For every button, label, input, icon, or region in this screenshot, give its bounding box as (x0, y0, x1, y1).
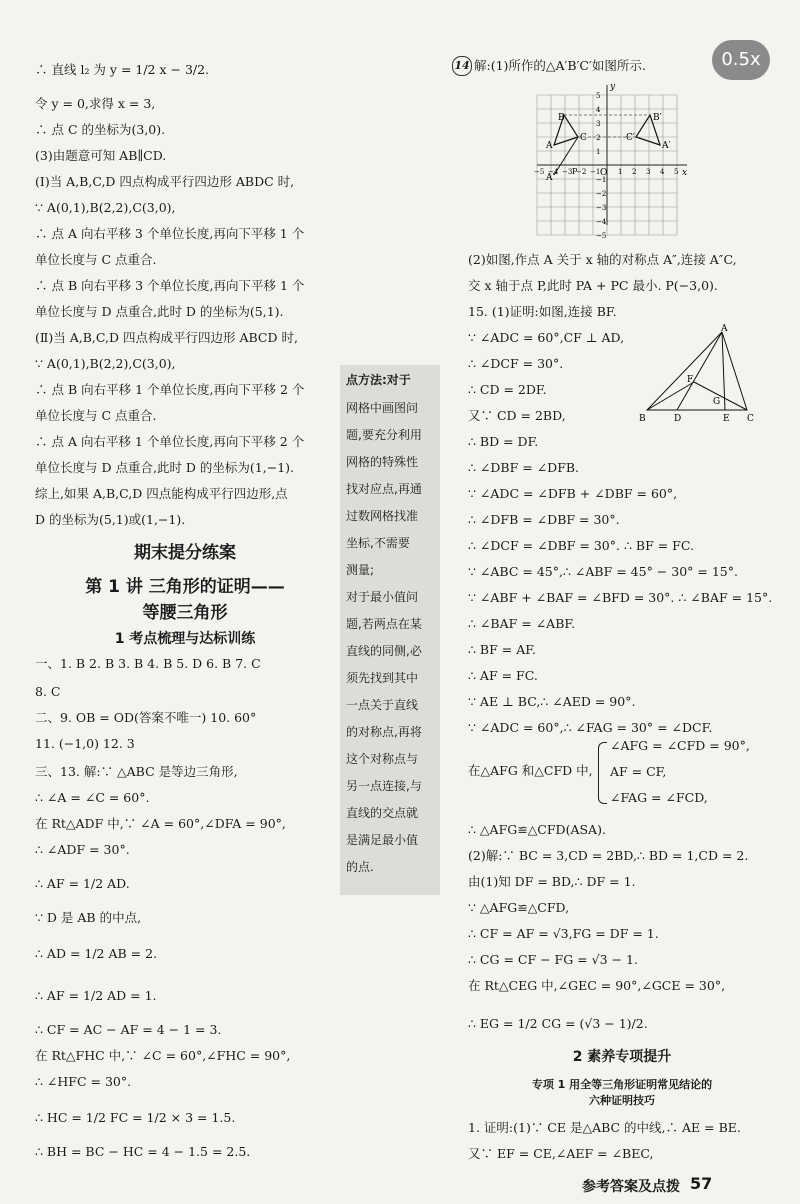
right-solution-line: ∴ △AFG≌△CFD(ASA). (468, 822, 606, 837)
method-tip-line: 一点关于直线 (346, 698, 419, 712)
method-tip-line: 坐标,不需要 (346, 536, 410, 550)
x-tick-label: −3 (562, 168, 573, 176)
left-solution-line: ∴ 点 C 的坐标为(3,0). (35, 122, 166, 137)
x-tick-label: −5 (534, 168, 545, 176)
right-solution-line: ∵ ∠ADC = ∠DFB + ∠DBF = 60°, (468, 486, 678, 501)
graph-label-x: x (682, 168, 688, 178)
method-tip-title: 点方法:对于 (346, 373, 411, 387)
right-solution-line: ∴ ∠DCF = 30°. (468, 356, 564, 371)
graph-label-c: C (580, 133, 587, 143)
right-solution-line: 交 x 轴于点 P,此时 PA + PC 最小. P(−3,0). (468, 278, 718, 293)
answer-line: ∴ CF = AC − AF = 4 − 1 = 3. (35, 1022, 222, 1037)
graph-label-origin: O (600, 168, 608, 178)
answer-line: ∴ ∠A = ∠C = 60°. (35, 790, 150, 805)
right-solution-line: 又∵ EF = CE,∠AEF = ∠BEC, (468, 1146, 654, 1161)
lesson-title-line2: 等腰三角形 (142, 603, 228, 623)
subsection-title: 1 考点梳理与达标训练 (114, 631, 256, 647)
x-tick-label: −2 (576, 168, 587, 176)
graph-label-a: A (546, 141, 553, 151)
right-solution-line: 1. 证明:(1)∵ CE 是△ABC 的中线,∴ AE = BE. (468, 1120, 741, 1135)
brace-row: AF = CF, (610, 764, 667, 779)
y-tick-label: 2 (596, 134, 601, 142)
x-tick-label: −1 (590, 168, 601, 176)
tri-label-e: E (723, 414, 730, 424)
right-solution-line: ∴ BD = DF. (468, 434, 539, 449)
answer-line: ∴ ∠HFC = 30°. (35, 1074, 132, 1089)
brace-row: ∠FAG = ∠FCD, (610, 790, 708, 805)
left-solution-line: ∴ 点 B 向右平移 3 个单位长度,再向下平移 1 个 (35, 278, 305, 293)
answer-line: ∴ AD = 1/2 AB = 2. (35, 946, 158, 961)
answer-line: ∵ D 是 AB 的中点, (35, 910, 142, 925)
answer-line: 在 Rt△ADF 中,∵ ∠A = 60°,∠DFA = 90°, (35, 816, 286, 831)
tri-label-f: F (687, 375, 694, 385)
x-tick-label: 3 (646, 168, 651, 176)
right-solution-line: 在 Rt△CEG 中,∠GEC = 90°,∠GCE = 30°, (468, 978, 726, 993)
method-tip-line: 网格的特殊性 (346, 455, 419, 469)
right-solution-line: ∴ ∠DBF = ∠DFB. (468, 460, 580, 475)
right-solution-line: ∴ ∠DCF = ∠DBF = 30°. ∴ BF = FC. (468, 538, 694, 553)
section-title: 期末提分练案 (134, 543, 236, 563)
y-tick-label: −5 (596, 232, 607, 240)
left-solution-line: 综上,如果 A,B,C,D 四点能构成平行四边形,点 (35, 486, 288, 501)
left-solution-line: ∴ 点 A 向右平移 3 个单位长度,再向下平移 1 个 (35, 226, 305, 241)
right-solution-line: ∵ ∠ADC = 60°,∴ ∠FAG = 30° = ∠DCF. (468, 720, 713, 735)
left-solution-line: ∵ A(0,1),B(2,2),C(3,0), (35, 356, 176, 371)
answer-line: ∴ AF = 1/2 AD = 1. (35, 988, 157, 1003)
right-solution-line: ∴ EG = 1/2 CG = (√3 − 1)/2. (468, 1016, 648, 1031)
right-solution-line: ∵ ∠ADC = 60°,CF ⊥ AD, (468, 330, 625, 345)
left-solution-line: (3)由题意可知 AB∥CD. (35, 148, 167, 163)
left-solution-line: ∴ 点 A 向右平移 1 个单位长度,再向下平移 2 个 (35, 434, 305, 449)
left-solution-line: 单位长度与 C 点重合. (35, 252, 157, 267)
graph-label-c-prime: C′ (626, 133, 635, 143)
y-tick-label: 5 (596, 92, 601, 100)
method-tip-line: 这个对称点与 (346, 752, 419, 766)
right-solution-line: ∴ BF = AF. (468, 642, 536, 657)
graph-label-b-prime: B′ (653, 113, 662, 123)
right-solution-line: ∵ △AFG≌△CFD, (468, 900, 570, 915)
answer-line: 8. C (35, 684, 61, 699)
right-solution-line: ∴ CG = CF − FG = √3 − 1. (468, 952, 638, 967)
answer-line: 11. (−1,0) 12. 3 (35, 736, 135, 751)
tri-label-b: B (639, 414, 646, 424)
method-tip-line: 是满足最小值 (346, 833, 419, 847)
answer-line: ∴ ∠ADF = 30°. (35, 842, 130, 857)
left-solution-line: 单位长度与 D 点重合,此时 D 的坐标为(1,−1). (35, 460, 294, 475)
x-tick-label: 5 (674, 168, 679, 176)
method-tip-line: 直线的同侧,必 (346, 644, 422, 658)
answer-line: 一、1. B 2. B 3. B 4. B 5. D 6. B 7. C (35, 656, 261, 671)
method-tip-line: 题,要充分利用 (346, 428, 422, 442)
x-tick-label: 2 (632, 168, 637, 176)
left-solution-line: ∴ 直线 l₂ 为 y = 1/2 x − 3/2. (35, 62, 210, 77)
graph-label-b: B (558, 113, 565, 123)
answer-line: ∴ HC = 1/2 FC = 1/2 × 3 = 1.5. (35, 1110, 236, 1125)
y-tick-label: 4 (596, 106, 601, 114)
section2-title: 2 素养专项提升 (572, 1049, 672, 1065)
lesson-title-line1: 第 1 讲 三角形的证明—— (85, 577, 285, 597)
graph-label-a-prime: A′ (662, 141, 671, 151)
left-solution-line: ∵ A(0,1),B(2,2),C(3,0), (35, 200, 176, 215)
topic-title-line1: 专项 1 用全等三角形证明常见结论的 (531, 1078, 713, 1091)
right-solution-line: ∴ ∠BAF = ∠ABF. (468, 616, 576, 631)
coordinate-grid-figure (532, 80, 692, 240)
brace-row: ∠AFG = ∠CFD = 90°, (610, 738, 750, 753)
right-solution-line: ∵ AE ⊥ BC,∴ ∠AED = 90°. (468, 694, 636, 709)
method-tip-line: 题,若两点在某 (346, 617, 422, 631)
right-solution-line: 由(1)知 DF = BD,∴ DF = 1. (468, 874, 636, 889)
right-solution-line: ∴ CF = AF = √3,FG = DF = 1. (468, 926, 659, 941)
right-solution-line: 又∵ CD = 2BD, (468, 408, 566, 423)
tri-label-d: D (674, 414, 682, 424)
left-solution-line: 单位长度与 C 点重合. (35, 408, 157, 423)
x-tick-label: 1 (618, 168, 623, 176)
y-tick-label: −2 (596, 190, 607, 198)
left-solution-line: D 的坐标为(5,1)或(1,−1). (35, 512, 186, 527)
method-tip-line: 直线的交点就 (346, 806, 419, 820)
graph-label-y: y (610, 82, 616, 92)
answer-line: ∴ AF = 1/2 AD. (35, 876, 130, 891)
y-tick-label: −4 (596, 218, 607, 226)
tri-label-a: A (721, 324, 728, 334)
graph-label-a-double-prime: A″ (546, 173, 556, 183)
graph-label-p: P (572, 167, 578, 176)
footer-text: 参考答案及点拨 (582, 1179, 680, 1195)
answer-line: 在 Rt△FHC 中,∵ ∠C = 60°,∠FHC = 90°, (35, 1048, 291, 1063)
left-solution-line: (Ⅱ)当 A,B,C,D 四点构成平行四边形 ABCD 时, (35, 330, 298, 345)
right-solution-line: ∴ ∠DFB = ∠DBF = 30°. (468, 512, 620, 527)
right-solution-line: ∵ ∠ABF + ∠BAF = ∠BFD = 30°. ∴ ∠BAF = 15°. (468, 590, 773, 605)
method-tip-line: 对于最小值问 (346, 590, 419, 604)
tri-label-c: C (747, 414, 754, 424)
answer-line: ∴ BH = BC − HC = 4 − 1.5 = 2.5. (35, 1144, 251, 1159)
y-tick-label: −3 (596, 204, 607, 212)
page-number: 57 (690, 1174, 713, 1193)
answer-line: 二、9. OB = OD(答案不唯一) 10. 60° (35, 710, 257, 725)
method-tip-box (340, 365, 440, 895)
topic-title-line2: 六种证明技巧 (589, 1094, 655, 1107)
right-solution-line: ∴ AF = FC. (468, 668, 538, 683)
y-tick-label: −1 (596, 176, 607, 184)
zoom-badge[interactable]: 0.5x (712, 40, 770, 80)
x-tick-label: 4 (660, 168, 665, 176)
tri-label-g: G (713, 397, 721, 407)
method-tip-line: 另一点连接,与 (346, 779, 422, 793)
brace-bracket (598, 742, 607, 804)
y-tick-label: 1 (596, 148, 601, 156)
method-tip-line: 测量; (346, 563, 375, 577)
right-solution-line: 15. (1)证明:如图,连接 BF. (468, 304, 617, 319)
method-tip-line: 的对称点,再将 (346, 725, 422, 739)
answer-line: 三、13. 解:∵ △ABC 是等边三角形, (35, 764, 238, 779)
left-solution-line: ∴ 点 B 向右平移 1 个单位长度,再向下平移 2 个 (35, 382, 305, 397)
method-tip-line: 须先找到其中 (346, 671, 419, 685)
right-solution-line: ∵ ∠ABC = 45°,∴ ∠ABF = 45° − 30° = 15°. (468, 564, 738, 579)
left-solution-line: 令 y = 0,求得 x = 3, (35, 96, 156, 111)
method-tip-line: 网格中画图问 (346, 401, 419, 415)
y-tick-label: 3 (596, 120, 601, 128)
left-solution-line: (Ⅰ)当 A,B,C,D 四点构成平行四边形 ABDC 时, (35, 174, 295, 189)
right-solution-line: (2)如图,作点 A 关于 x 轴的对称点 A″,连接 A″C, (468, 252, 737, 267)
right-solution-line: ∴ CD = 2DF. (468, 382, 547, 397)
right-solution-line: (2)解:∵ BC = 3,CD = 2BD,∴ BD = 1,CD = 2. (468, 848, 749, 863)
brace-intro: 在△AFG 和△CFD 中, (468, 763, 593, 778)
method-tip-line: 的点. (346, 860, 374, 874)
left-solution-line: 单位长度与 D 点重合,此时 D 的坐标为(5,1). (35, 304, 284, 319)
triangle-figure (637, 322, 757, 427)
right-solution-line: 解:(1)所作的△A′B′C′如图所示. (474, 58, 646, 73)
problem-number-badge: 14 (452, 56, 472, 76)
x-tick-label: −4 (548, 168, 559, 176)
method-tip-line: 过数网格找准 (346, 509, 419, 523)
method-tip-line: 找对应点,再通 (346, 482, 422, 496)
